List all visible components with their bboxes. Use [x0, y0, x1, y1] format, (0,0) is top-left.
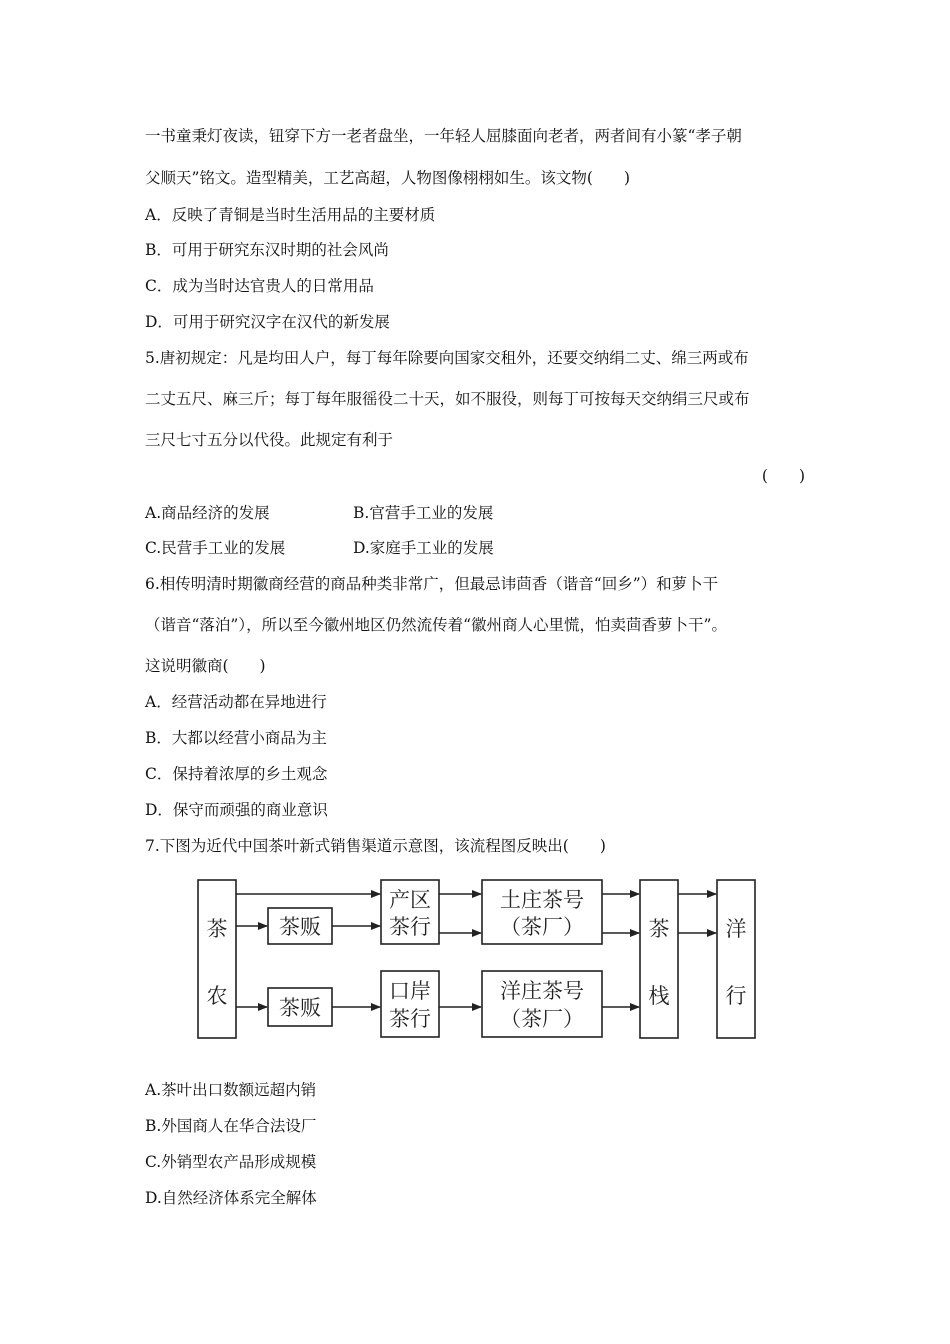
q5-stem-line-1: 5.唐初规定：凡是均田人户，每丁每年除要向国家交租外，还要交纳绢二丈、绵三两或布: [145, 349, 749, 367]
tea-farmer-label-2: 农: [206, 984, 228, 1008]
q7-option-d: D.自然经济体系完全解体: [145, 1189, 317, 1207]
q4-stem-line-1: 一书童秉灯夜读，钮穿下方一老者盘坐，一年轻人屈膝面向老者，两者间有小篆“孝子朝: [145, 127, 742, 145]
origin-tea-firm-label-2: 茶行: [389, 915, 431, 939]
q5-option-d: D.家庭手工业的发展: [353, 539, 494, 557]
local-tea-house-label-1: 土庄茶号: [500, 888, 584, 912]
q7-stem: 7.下图为近代中国茶叶新式销售渠道示意图，该流程图反映出( ): [145, 837, 606, 855]
q4-stem-line-2: 父顺天”铭文。造型精美，工艺高超，人物图像栩栩如生。该文物( ): [145, 169, 631, 187]
foreign-tea-house-label-1: 洋庄茶号: [500, 979, 584, 1003]
vendor-bottom-label: 茶贩: [279, 996, 321, 1020]
q6-stem-line-2: （谐音“落泊”），所以至今徽州地区仍然流传着“徽州商人心里慌，怕卖茴香萝卜干”。: [145, 616, 727, 634]
tea-warehouse-label-1: 茶: [648, 917, 670, 941]
foreign-firm-label-1: 洋: [725, 917, 747, 941]
q6-stem-line-1: 6.相传明清时期徽商经营的商品种类非常广，但最忌讳茴香（谐音“回乡”）和萝卜干: [145, 575, 719, 593]
tea-sales-flow-diagram: [190, 870, 760, 1045]
tea-farmer-label-1: 茶: [206, 917, 228, 941]
q4-option-c: C．成为当时达官贵人的日常用品: [145, 277, 374, 295]
q5-stem-line-2: 二丈五尺、麻三斤；每丁每年服徭役二十天，如不服役，则每丁可按每天交纳绢三尺或布: [145, 390, 750, 408]
q4-option-d: D．可用于研究汉字在汉代的新发展: [145, 313, 390, 331]
q5-answer-paren: ( ): [761, 467, 805, 485]
q6-option-c: C．保持着浓厚的乡土观念: [145, 765, 328, 783]
foreign-firm-box: [717, 880, 755, 1038]
q5-option-b: B.官营手工业的发展: [353, 504, 494, 522]
q4-option-b: B．可用于研究东汉时期的社会风尚: [145, 241, 389, 259]
local-tea-house-label-2: （茶厂）: [500, 915, 584, 939]
tea-warehouse-box: [640, 880, 678, 1038]
origin-tea-firm-label-1: 产区: [389, 888, 431, 912]
q6-option-a: A．经营活动都在异地进行: [145, 693, 327, 711]
q5-stem-line-3: 三尺七寸五分以代役。此规定有利于: [145, 431, 394, 449]
port-tea-firm-label-1: 口岸: [389, 979, 431, 1003]
tea-farmer-box: [198, 880, 236, 1038]
q7-option-a: A.茶叶出口数额远超内销: [145, 1081, 317, 1099]
q6-stem-line-3: 这说明徽商( ): [145, 657, 266, 675]
foreign-firm-label-2: 行: [725, 984, 747, 1008]
q5-option-a: A.商品经济的发展: [145, 504, 270, 522]
foreign-tea-house-label-2: （茶厂）: [500, 1007, 584, 1031]
q7-option-c: C.外销型农产品形成规模: [145, 1153, 317, 1171]
q5-option-c: C.民营手工业的发展: [145, 539, 286, 557]
port-tea-firm-label-2: 茶行: [389, 1007, 431, 1031]
q6-option-d: D．保守而顽强的商业意识: [145, 801, 328, 819]
q4-option-a: A．反映了青铜是当时生活用品的主要材质: [145, 206, 436, 224]
vendor-top-label: 茶贩: [279, 915, 321, 939]
tea-warehouse-label-2: 栈: [648, 984, 670, 1008]
q6-option-b: B．大都以经营小商品为主: [145, 729, 327, 747]
q7-option-b: B.外国商人在华合法设厂: [145, 1117, 317, 1135]
